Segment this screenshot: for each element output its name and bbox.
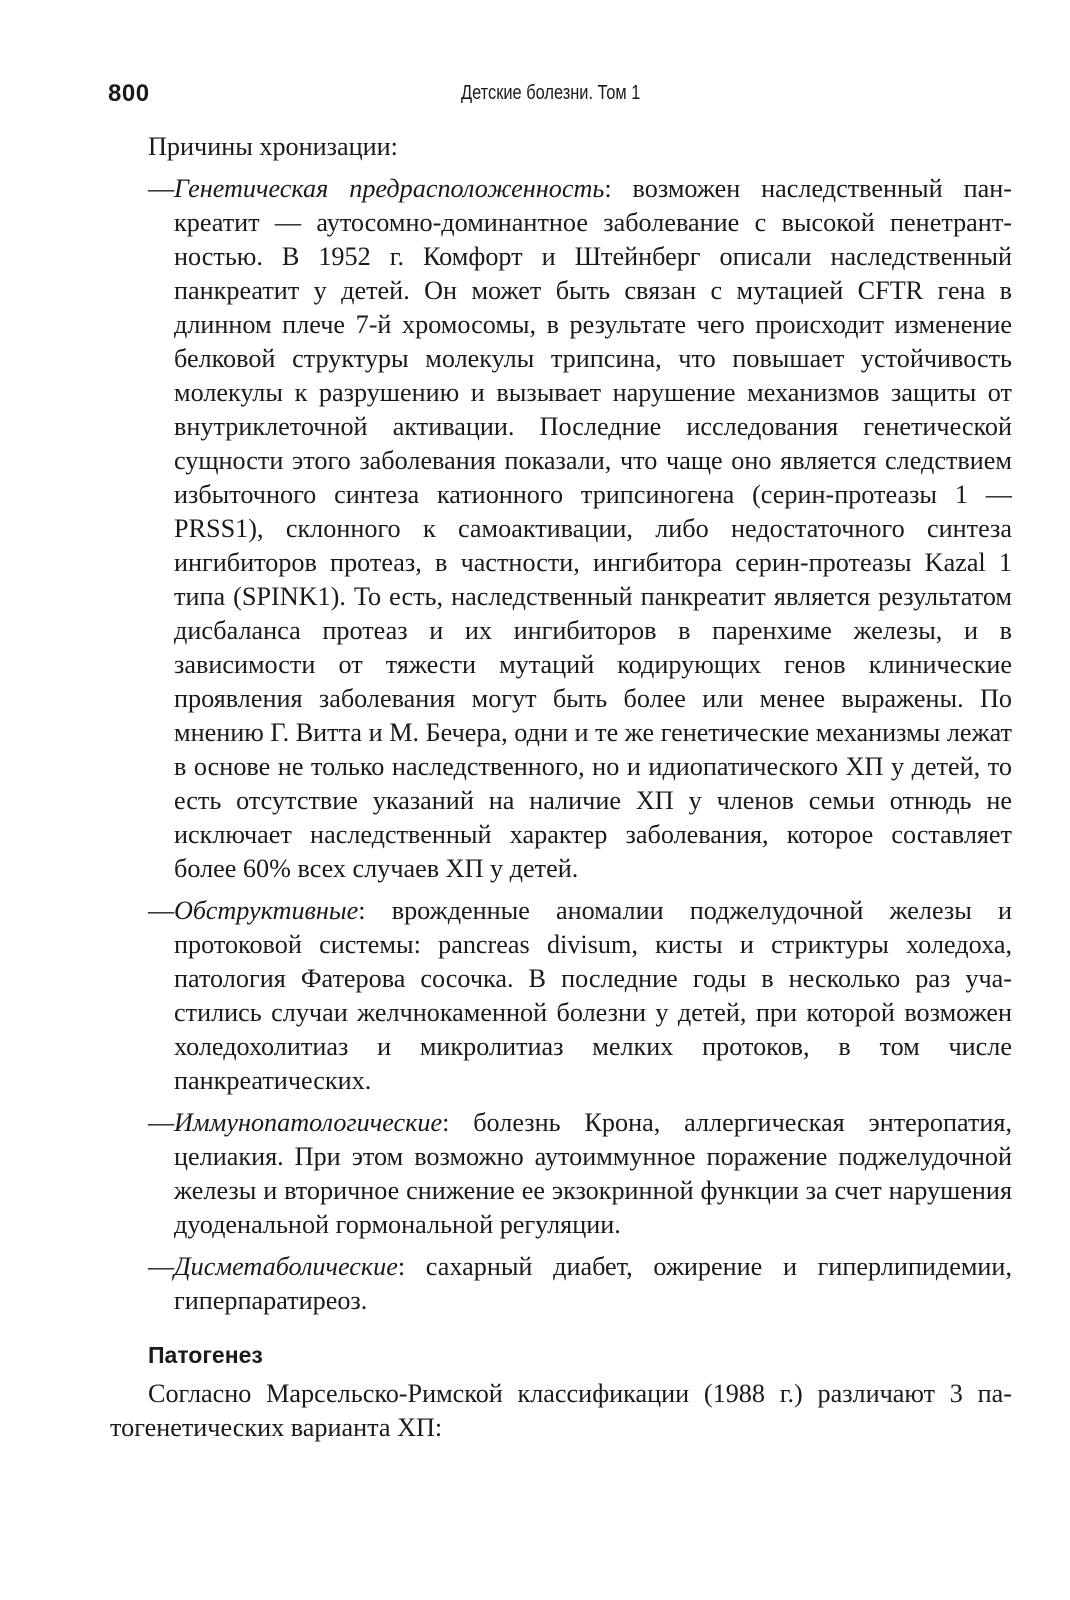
dash-marker: —: [148, 1108, 175, 1137]
description-immunopathological: : болезнь Крона, аллергическая энтеропатия, целиакия. При этом возможно аутоиммунное поражение поджелудочной железы и вторичное снижение ее экзокринной функции за счет нарушения дуоденальной гормональной регуляции.: [174, 1108, 1012, 1239]
causes-list: [110, 172, 1012, 1318]
list-item-genetic: [148, 172, 1012, 886]
term-immunopathological: Иммунопатологические: [174, 1108, 443, 1137]
term-genetic: Генетическая предрасположенность: [174, 174, 605, 203]
body-text: [110, 130, 1012, 1445]
list-item-immunopathological: [148, 1106, 1012, 1242]
term-dysmetabolic: Дисметаболические: [174, 1252, 398, 1281]
dash-marker: —: [148, 174, 175, 203]
pathogenesis-paragraph: Согласно Марсельско-Римской классификации (1988 г.) различают 3 патогенетических варианта ХП:: [110, 1379, 1012, 1442]
running-title: Детские болезни. Том 1: [461, 82, 641, 104]
description-genetic: : возможен наследственный панкреатит — аутосомно-доминантное заболевание с высокой пенетрантностью. В 1952 г. Комфорт и Штейнберг описали наследственный панкреатит у детей. Он может быть связан с мутацией CFTR гена в длинном плече 7-й хромосомы, в результате чего происходит изменение белковой структуры молекулы трипсина, что повышает устойчивость молекулы к разрушению и вызывает нарушение механизмов защиты от внутриклеточной активации. Последние исследования генетической сущности этого заболевания показали, что чаще оно является следствием избыточного синтеза катионного трипсиногена (серин-протеазы 1 — PRSS1), склонного к самоактивации, либо недостаточного синтеза ингибиторов протеаз, в частности, ингибитора серин-протеазы Kazal 1 типа (SPINK1). То есть, наследственный панкреатит является результатом дисбаланса протеаз и их ингибиторов в паренхиме железы, и в зависимости от тяжести мутаций кодирующих генов клинические проявления заболевания могут быть более или менее выражены. По мнению Г. Витта и М. Бечера, одни и те же генетические механизмы лежат в основе не только наследственного, но и идиопатического ХП у детей, то есть отсутствие указаний на наличие ХП у членов семьи отнюдь не исключает наследственный характер заболевания, которое составляет более 60% всех случаев ХП у детей.: [174, 174, 1012, 883]
dash-marker: —: [148, 1252, 175, 1281]
description-dysmetabolic: : сахарный диабет, ожирение и гиперлипидемии, гиперпаратиреоз.: [174, 1252, 1012, 1315]
list-item-dysmetabolic: [148, 1250, 1012, 1318]
list-item-obstructive: [148, 894, 1012, 1098]
description-obstructive: : врожденные аномалии поджелудочной железы и протоковой системы: pancreas divisum, кисты и стриктуры холедоха, патология Фатерова сосочка. В последние годы в несколько раз участились случаи желчнокаменной болезни у детей, при которой возможен холедохолитиаз и микролитиаз мелких протоков, в том числе панкреатических.: [174, 896, 1012, 1095]
section-heading-pathogenesis: Патогенез: [148, 1342, 263, 1368]
page-number: 800: [108, 80, 150, 107]
dash-marker: —: [148, 896, 175, 925]
term-obstructive: Обструктивные: [174, 896, 359, 925]
intro-line: Причины хронизации:: [148, 132, 398, 161]
